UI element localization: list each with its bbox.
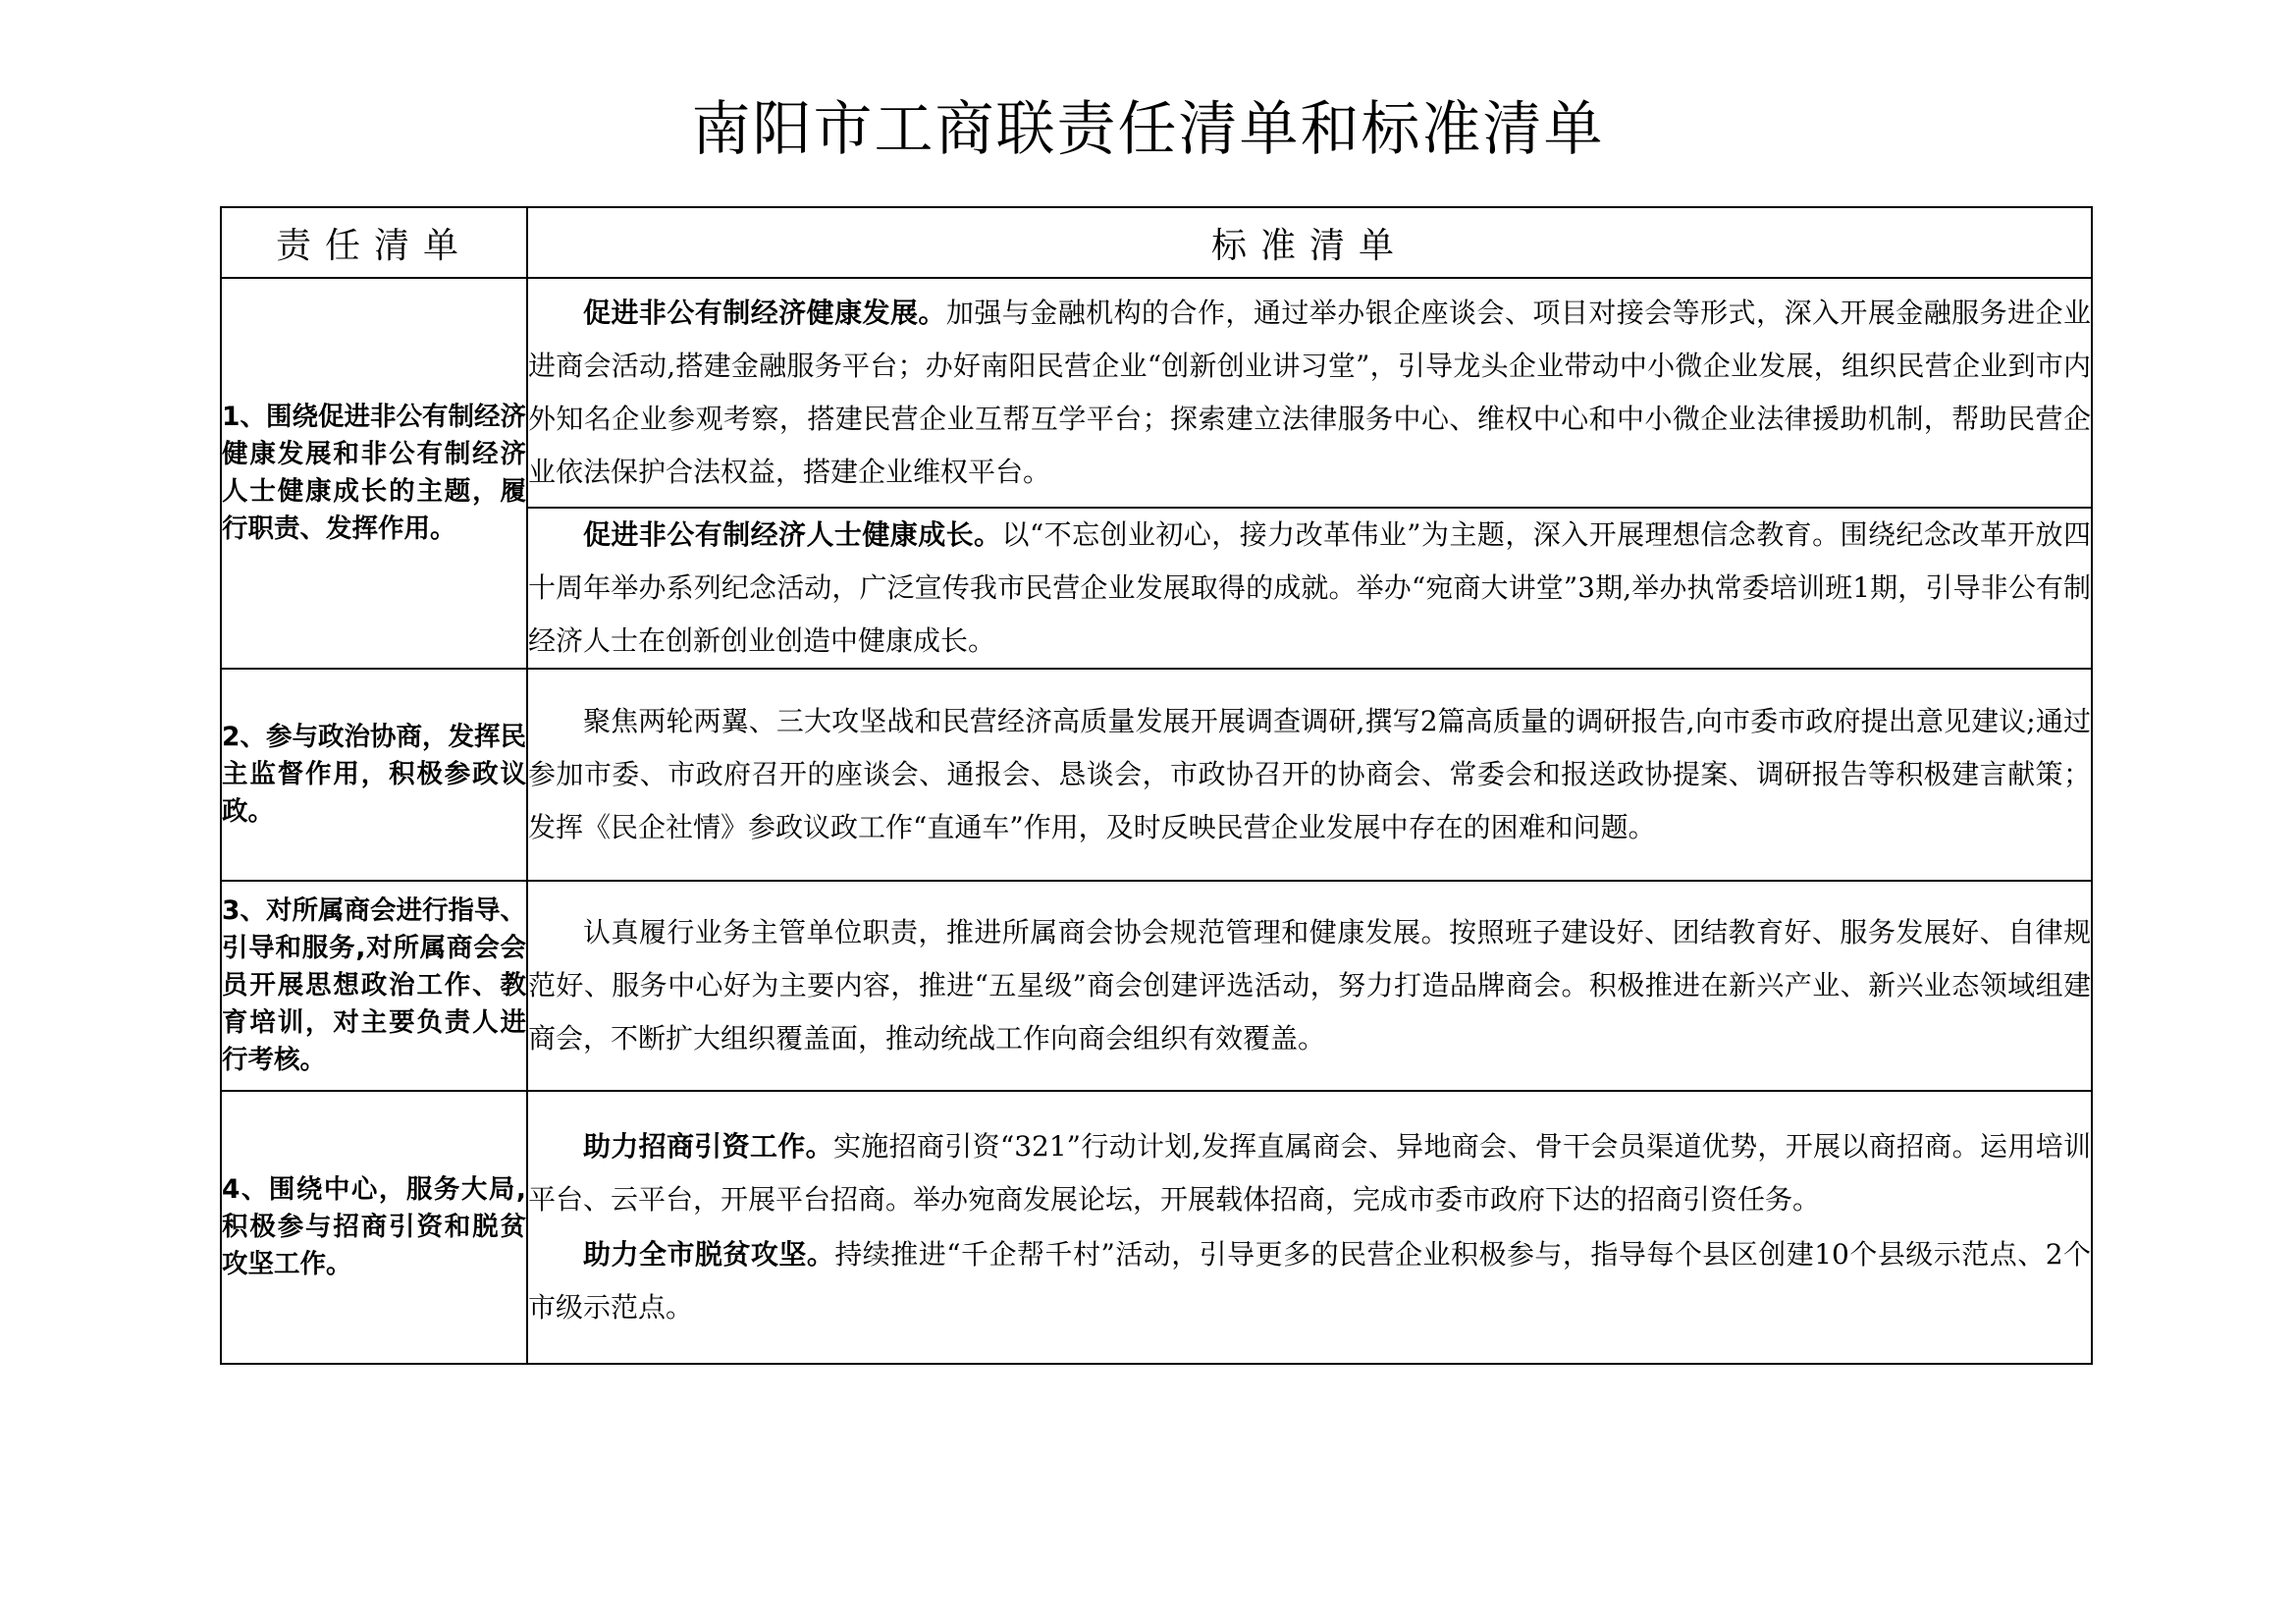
standard-cell xyxy=(527,881,2092,1091)
standard-text: 聚焦两轮两翼、三大攻坚战和民营经济高质量发展开展调查调研,撰写2篇高质量的调研报告,向市委市政府提出意见建议;通过参加市委、市政府召开的座谈会、通报会、恳谈会，市政协召开的协商会、常委会和报送政协提案、调研报告等积极建言献策；发挥《民企社情》参政议政工作“直通车”作用，及时反映民营企业发展中存在的困难和问题。 xyxy=(528,705,2091,843)
standard-cell xyxy=(527,508,2092,669)
standard-lead: 助力招商引资工作。 xyxy=(583,1130,833,1163)
standard-lead: 促进非公有制经济人士健康成长。 xyxy=(583,518,1002,551)
document-title: 南阳市工商联责任清单和标准清单 xyxy=(691,95,1605,164)
table-header-row xyxy=(221,207,2092,278)
standard-paragraph xyxy=(528,1228,2091,1334)
standard-paragraph xyxy=(528,287,2091,499)
responsibility-standard-table xyxy=(220,206,2093,1365)
standard-text: 持续推进“千企帮千村”活动，引导更多的民营企业积极参与，指导每个县区创建10个县级示范点、2个市级示范点。 xyxy=(528,1238,2091,1324)
standard-cell xyxy=(527,669,2092,881)
table-row xyxy=(221,669,2092,881)
table-row xyxy=(221,1091,2092,1364)
standard-text: 以“不忘创业初心，接力改革伟业”为主题，深入开展理想信念教育。围绕纪念改革开放四十周年举办系列纪念活动，广泛宣传我市民营企业发展取得的成就。举办“宛商大讲堂”3期,举办执常委培训班1期，引导非公有制经济人士在创新创业创造中健康成长。 xyxy=(528,518,2091,657)
header-duty-list: 责任清单 xyxy=(221,207,527,278)
duty-cell: 2、参与政治协商，发挥民主监督作用，积极参政议政。 xyxy=(221,669,527,881)
standard-lead: 助力全市脱贫攻坚。 xyxy=(583,1238,835,1271)
standard-text: 加强与金融机构的合作，通过举办银企座谈会、项目对接会等形式，深入开展金融服务进企业进商会活动,搭建金融服务平台；办好南阳民营企业“创新创业讲习堂”，引导龙头企业带动中小微企业发展，组织民营企业到市内外知名企业参观考察，搭建民营企业互帮互学平台；探索建立法律服务中心、维权中心和中小微企业法律援助机制，帮助民营企业依法保护合法权益，搭建企业维权平台。 xyxy=(528,297,2091,488)
duty-cell: 1、围绕促进非公有制经济健康发展和非公有制经济人士健康成长的主题，履行职责、发挥作用。 xyxy=(221,278,527,669)
standard-paragraph xyxy=(528,906,2091,1065)
duty-cell: 3、对所属商会进行指导、引导和服务,对所属商会会员开展思想政治工作、教育培训，对主要负责人进行考核。 xyxy=(221,881,527,1091)
header-standard-list: 标准清单 xyxy=(527,207,2092,278)
standard-cell xyxy=(527,278,2092,508)
standard-text: 实施招商引资“321”行动计划,发挥直属商会、异地商会、骨干会员渠道优势，开展以商招商。运用培训平台、云平台，开展平台招商。举办宛商发展论坛，开展载体招商，完成市委市政府下达的招商引资任务。 xyxy=(528,1130,2091,1216)
table-row xyxy=(221,881,2092,1091)
duty-cell: 4、围绕中心，服务大局,积极参与招商引资和脱贫攻坚工作。 xyxy=(221,1091,527,1364)
standard-lead: 促进非公有制经济健康发展。 xyxy=(583,297,946,329)
standard-paragraph xyxy=(528,695,2091,854)
table-row xyxy=(221,278,2092,508)
standard-paragraph xyxy=(528,509,2091,668)
standard-text: 认真履行业务主管单位职责，推进所属商会协会规范管理和健康发展。按照班子建设好、团结教育好、服务发展好、自律规范好、服务中心好为主要内容，推进“五星级”商会创建评选活动，努力打造品牌商会。积极推进在新兴产业、新兴业态领域组建商会，不断扩大组织覆盖面，推动统战工作向商会组织有效覆盖。 xyxy=(528,916,2091,1055)
standard-paragraph xyxy=(528,1120,2091,1226)
standard-cell xyxy=(527,1091,2092,1364)
